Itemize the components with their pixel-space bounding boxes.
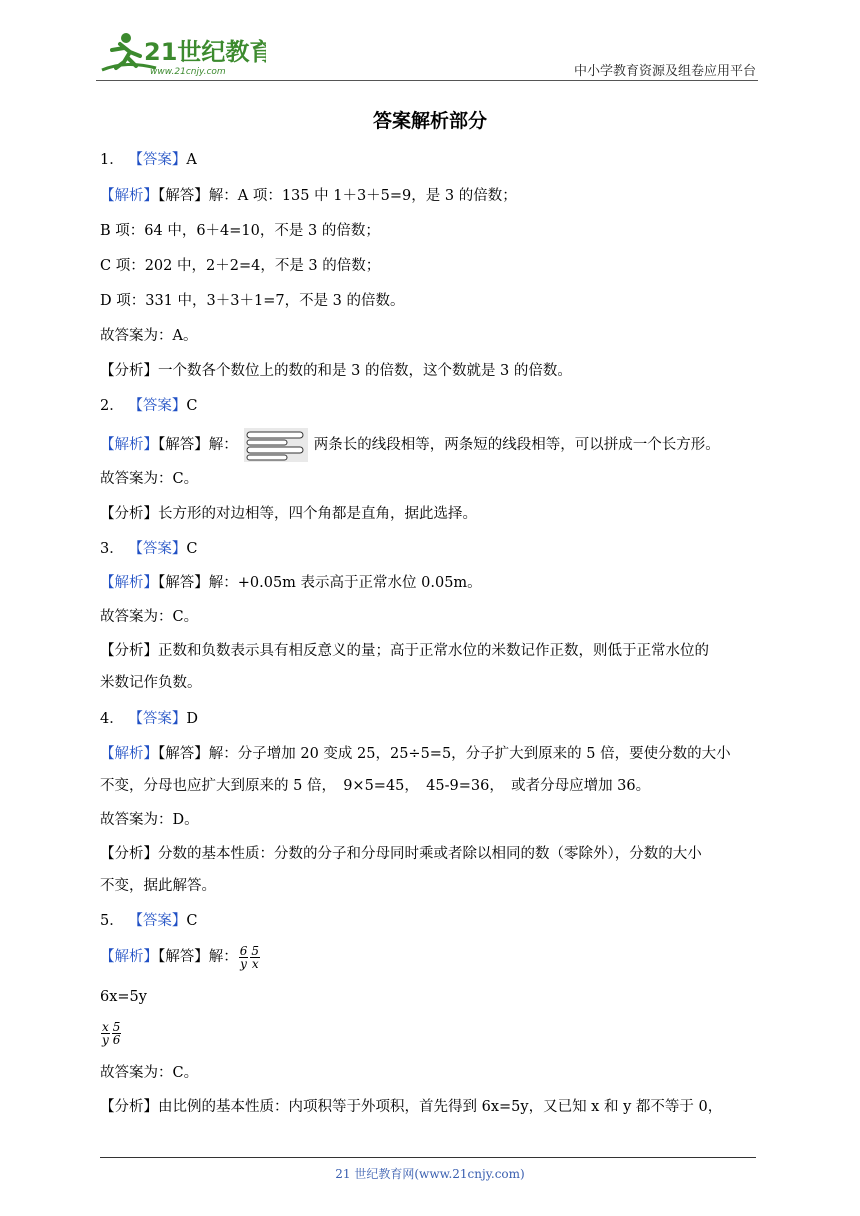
solution-tag: 【解答】 bbox=[158, 188, 209, 204]
q3-answer-line bbox=[100, 539, 764, 559]
q3-final: 故答案为：C。 bbox=[100, 609, 199, 625]
q5-final: 故答案为：C。 bbox=[100, 1065, 199, 1081]
q4-fenxi-line bbox=[100, 844, 764, 864]
fenxi-tag: 【分析】 bbox=[100, 846, 158, 862]
fraction-5-over-x: $\frac{5}{x}$ bbox=[251, 943, 260, 971]
q4-solution-line2: 不变，分母也应扩大到原来的 5 倍， 9×5=45， 45-9=36， 或者分母应增加 36。 bbox=[100, 778, 651, 794]
analysis-tag: 【解析】 bbox=[100, 188, 158, 204]
q4-fenxi-text: 分数的基本性质：分数的分子和分母同时乘或者除以相同的数（零除外），分数的大小 bbox=[158, 846, 702, 862]
q5-analysis-line bbox=[100, 942, 764, 972]
runner-logo-icon bbox=[96, 30, 266, 78]
q4-answer-line bbox=[100, 709, 764, 729]
analysis-tag: 【解析】 bbox=[100, 575, 158, 591]
line-segments-figure bbox=[244, 428, 308, 462]
q5-fenxi-text: 由比例的基本性质：内项积等于外项积，首先得到 6x=5y，又已知 x 和 y 都不等于 0， bbox=[158, 1099, 723, 1115]
q1-b-line: B 项：64 中，6＋4=10，不是 3 的倍数； bbox=[100, 223, 380, 239]
q1-solution-text: 解：A 项：135 中 1＋3＋5=9，是 3 的倍数； bbox=[208, 188, 517, 204]
solution-tag: 【解答】 bbox=[158, 575, 209, 591]
page-title: 答案解析部分 bbox=[372, 110, 487, 132]
solution-tag: 【解答】 bbox=[158, 746, 209, 762]
q4-fenxi-line2: 不变，据此解答。 bbox=[100, 878, 216, 894]
q2-fenxi-text: 长方形的对边相等，四个角都是直角，据此选择。 bbox=[158, 506, 477, 522]
q3-answer: C bbox=[186, 541, 198, 557]
logo bbox=[96, 30, 266, 78]
q5-number: 5． bbox=[100, 913, 124, 929]
q4-number: 4． bbox=[100, 711, 124, 727]
q1-number: 1． bbox=[100, 152, 124, 168]
q3-solution-text: 解：+0.05m 表示高于正常水位 0.05m。 bbox=[208, 575, 482, 591]
q5-line2: 6x=5y bbox=[100, 989, 147, 1005]
q1-analysis-line bbox=[100, 186, 764, 206]
solution-tag: 【解答】 bbox=[158, 437, 209, 453]
logo-sub-text: www.21cnjy.com bbox=[150, 67, 226, 77]
q1-answer-line bbox=[100, 150, 764, 170]
q2-solution-prefix: 解： bbox=[208, 437, 238, 453]
q1-fenxi-line bbox=[100, 361, 764, 381]
q3-fenxi-line bbox=[100, 641, 764, 661]
fraction-x-over-y: $\frac{x}{y}$ bbox=[102, 1019, 109, 1047]
analysis-tag: 【解析】 bbox=[100, 949, 158, 965]
q1-answer: A bbox=[186, 152, 197, 168]
q1-c-line: C 项：202 中，2＋2=4，不是 3 的倍数； bbox=[100, 258, 381, 274]
footer-text: 21 世纪教育网(www.21cnjy.com) bbox=[335, 1167, 525, 1181]
answer-tag: 【答案】 bbox=[128, 913, 187, 929]
q5-solution-prefix: 解： bbox=[208, 949, 238, 965]
q2-number: 2． bbox=[100, 398, 124, 414]
q2-analysis-line bbox=[100, 428, 764, 462]
fenxi-tag: 【分析】 bbox=[100, 1099, 158, 1115]
q5-fenxi-line bbox=[100, 1097, 764, 1117]
answer-tag: 【答案】 bbox=[128, 541, 187, 557]
header-platform-text: 中小学教育资源及组卷应用平台 bbox=[573, 64, 756, 79]
q2-answer-line bbox=[100, 396, 764, 416]
answer-tag: 【答案】 bbox=[128, 152, 187, 168]
fenxi-tag: 【分析】 bbox=[100, 363, 158, 379]
q4-final: 故答案为：D。 bbox=[100, 812, 199, 828]
answer-tag: 【答案】 bbox=[128, 711, 187, 727]
q2-answer: C bbox=[186, 398, 198, 414]
header-divider bbox=[96, 80, 758, 81]
q5-answer-line bbox=[100, 911, 764, 931]
q3-fenxi-line2: 米数记作负数。 bbox=[100, 675, 202, 691]
fraction-6-over-y: $\frac{6}{y}$ bbox=[239, 943, 248, 971]
q1-final: 故答案为：A。 bbox=[100, 328, 198, 344]
analysis-tag: 【解析】 bbox=[100, 437, 158, 453]
q1-fenxi-text: 一个数各个数位上的数的和是 3 的倍数，这个数就是 3 的倍数。 bbox=[158, 363, 572, 379]
fenxi-tag: 【分析】 bbox=[100, 506, 158, 522]
q5-answer: C bbox=[186, 913, 198, 929]
q3-analysis-line bbox=[100, 573, 764, 593]
answer-tag: 【答案】 bbox=[128, 398, 187, 414]
q5-line3 bbox=[100, 1018, 764, 1048]
footer-divider bbox=[100, 1157, 756, 1158]
q1-d-line: D 项：331 中，3＋3＋1=7，不是 3 的倍数。 bbox=[100, 293, 405, 309]
analysis-tag: 【解析】 bbox=[100, 746, 158, 762]
q4-analysis-line bbox=[100, 744, 764, 764]
logo-main-text: 21世纪教育 bbox=[144, 38, 266, 66]
fenxi-tag: 【分析】 bbox=[100, 643, 158, 659]
solution-tag: 【解答】 bbox=[158, 949, 209, 965]
q3-fenxi-text: 正数和负数表示具有相反意义的量；高于正常水位的米数记作正数，则低于正常水位的 bbox=[158, 643, 709, 659]
q4-solution-text: 解：分子增加 20 变成 25，25÷5=5，分子扩大到原来的 5 倍，要使分数的大小 bbox=[208, 746, 731, 762]
q2-final: 故答案为：C。 bbox=[100, 471, 199, 487]
q2-solution-text: 两条长的线段相等，两条短的线段相等，可以拼成一个长方形。 bbox=[313, 437, 720, 453]
fraction-5-over-6: $\frac{5}{6}$ bbox=[112, 1019, 121, 1047]
q4-answer: D bbox=[186, 711, 198, 727]
q3-number: 3． bbox=[100, 541, 124, 557]
q2-fenxi-line bbox=[100, 504, 764, 524]
